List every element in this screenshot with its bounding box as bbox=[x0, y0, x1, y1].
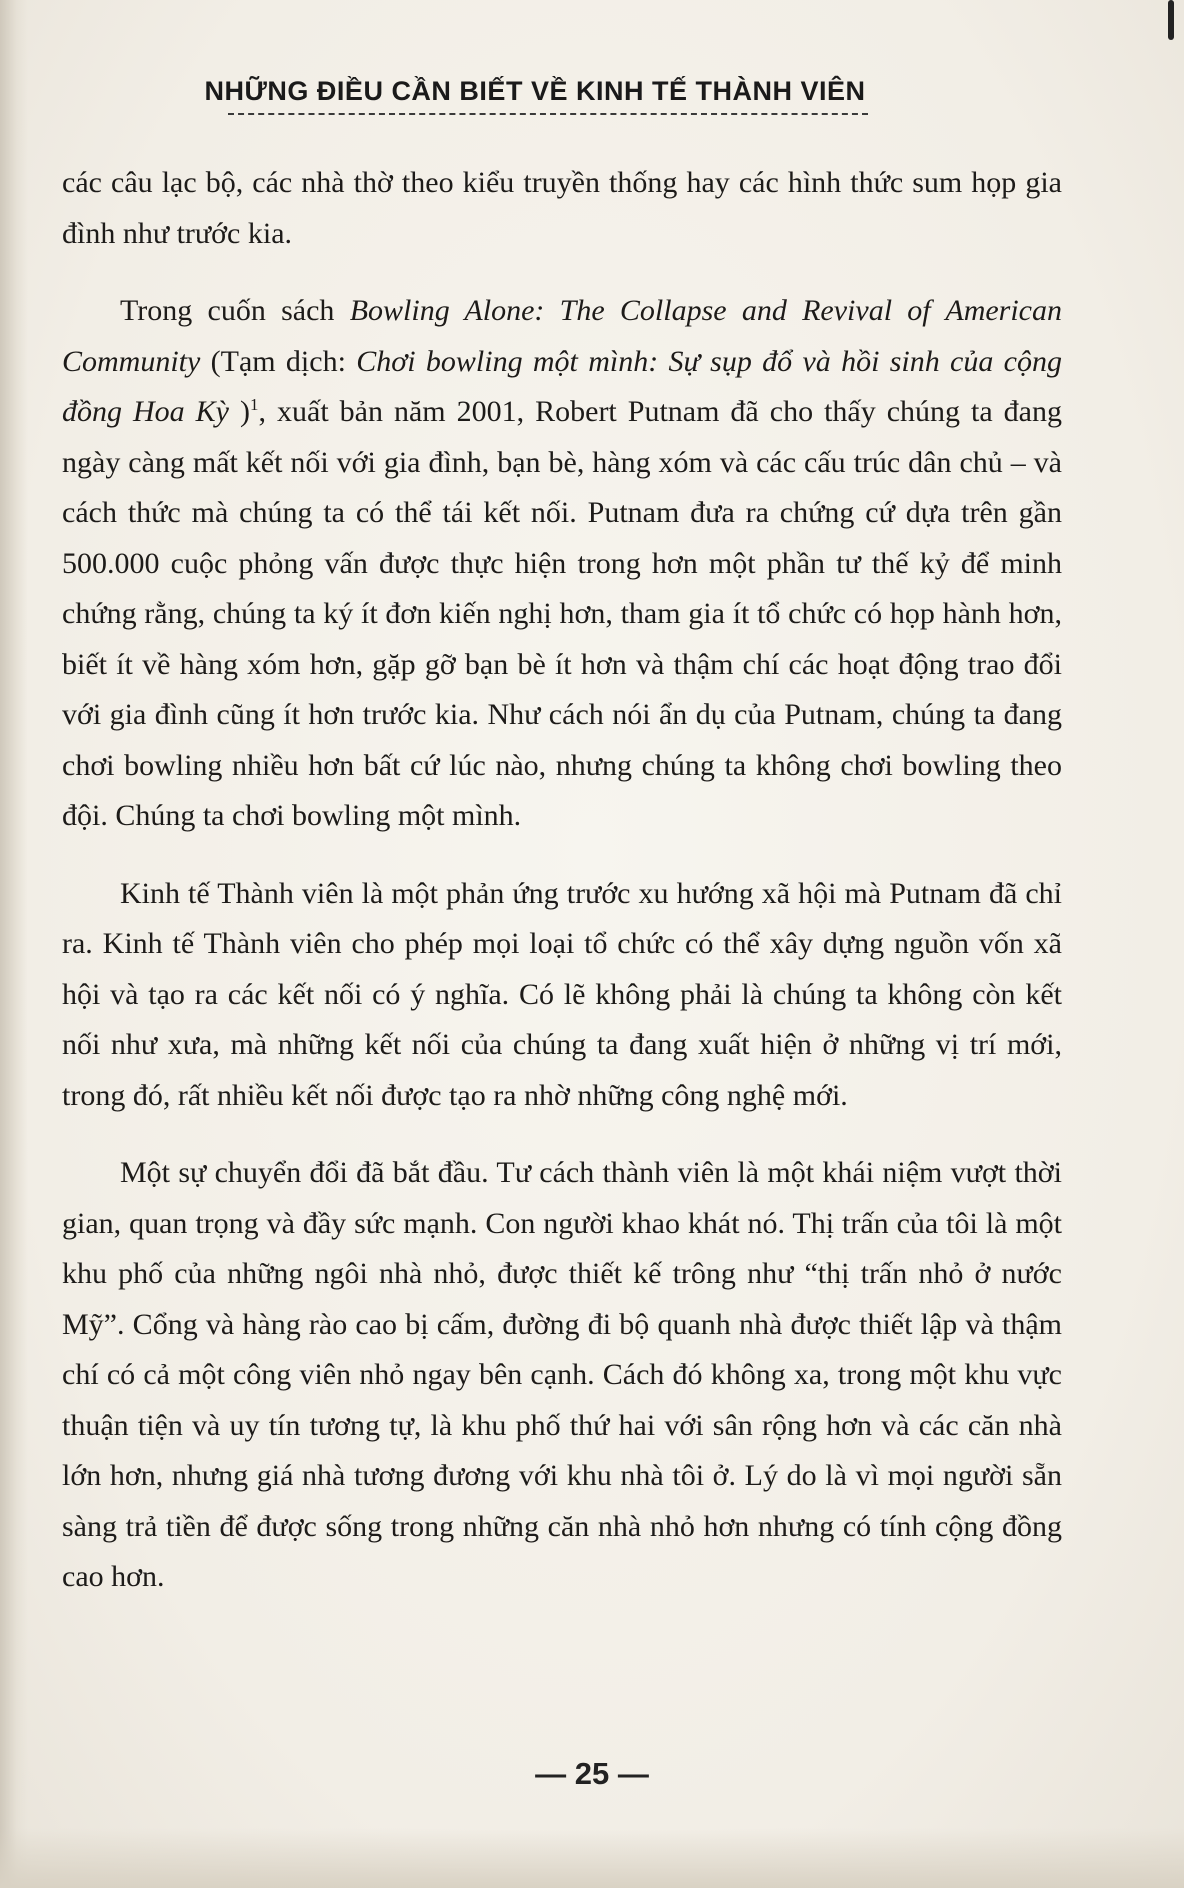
running-head: NHỮNG ĐIỀU CẦN BIẾT VỀ KINH TẾ THÀNH VIÊN bbox=[204, 76, 866, 106]
page-number: — 25 — bbox=[535, 1756, 649, 1791]
body-text bbox=[62, 158, 1062, 1630]
paragraph-2 bbox=[62, 286, 1062, 842]
paragraph-2-lead: Trong cuốn sách bbox=[120, 294, 350, 327]
page-bottom-shadow bbox=[0, 1828, 1184, 1888]
page-binding-edge bbox=[0, 0, 28, 1888]
translated-title: Chơi bowling một mình: Sự sụp đổ và hồi sinh của cộng đồng Hoa Kỳ bbox=[62, 344, 1062, 428]
footnote-ref[interactable]: 1 bbox=[250, 395, 259, 414]
running-head-rule bbox=[228, 113, 868, 115]
corner-mark bbox=[1168, 0, 1174, 40]
paren-close: ) bbox=[229, 395, 250, 428]
paren-open: (Tạm dịch: bbox=[200, 344, 357, 378]
book-title: Bowling Alone: The Collapse and Revival of American Community bbox=[62, 294, 1062, 378]
paragraph-4: Một sự chuyển đổi đã bắt đầu. Tư cách thành viên là một khái niệm vượt thời gian, quan trọng và đầy sức mạnh. Con người khao khát nó. Thị trấn của tôi là một khu phố của những ngôi nhà nhỏ, được thiết kế trông như “thị trấn nhỏ ở nước Mỹ”. Cổng và hàng rào cao bị cấm, đường đi bộ quanh nhà được thiết lập và thậm chí có cả một công viên nhỏ ngay bên cạnh. Cách đó không xa, trong một khu vực thuận tiện và uy tín tương tự, là khu phố thứ hai với sân rộng hơn và các căn nhà lớn hơn, nhưng giá nhà tương đương với khu nhà tôi ở. Lý do là vì mọi người sẵn sàng trả tiền để được sống trong những căn nhà nhỏ hơn nhưng có tính cộng đồng cao hơn. bbox=[62, 1156, 1062, 1593]
paragraph-3: Kinh tế Thành viên là một phản ứng trước xu hướng xã hội mà Putnam đã chỉ ra. Kinh tế Thành viên cho phép mọi loại tổ chức có thể xây dựng nguồn vốn xã hội và tạo ra các kết nối có ý nghĩa. Có lẽ không phải là chúng ta không còn kết nối như xưa, mà những kết nối của chúng ta đang xuất hiện ở những vị trí mới, trong đó, rất nhiều kết nối được tạo ra nhờ những công nghệ mới. bbox=[62, 876, 1062, 1112]
paragraph-2-rest: , xuất bản năm 2001, Robert Putnam đã cho thấy chúng ta đang ngày càng mất kết nối với gia đình, bạn bè, hàng xóm và các cấu trúc dân chủ – và cách thức mà chúng ta có thể tái kết nối. Putnam đưa ra chứng cứ dựa trên gần 500.000 cuộc phỏng vấn được thực hiện trong hơn một phần tư thế kỷ để minh chứng rằng, chúng ta ký ít đơn kiến nghị hơn, tham gia ít tổ chức có họp hành hơn, biết ít về hàng xóm hơn, gặp gỡ bạn bè ít hơn và thậm chí các hoạt động trao đổi với gia đình cũng ít hơn trước kia. Như cách nói ẩn dụ của Putnam, chúng ta đang chơi bowling nhiều hơn bất cứ lúc nào, nhưng chúng ta không chơi bowling theo đội. Chúng ta chơi bowling một mình. bbox=[62, 395, 1062, 832]
paragraph-1: các câu lạc bộ, các nhà thờ theo kiểu truyền thống hay các hình thức sum họp gia đình như trước kia. bbox=[62, 166, 1062, 250]
